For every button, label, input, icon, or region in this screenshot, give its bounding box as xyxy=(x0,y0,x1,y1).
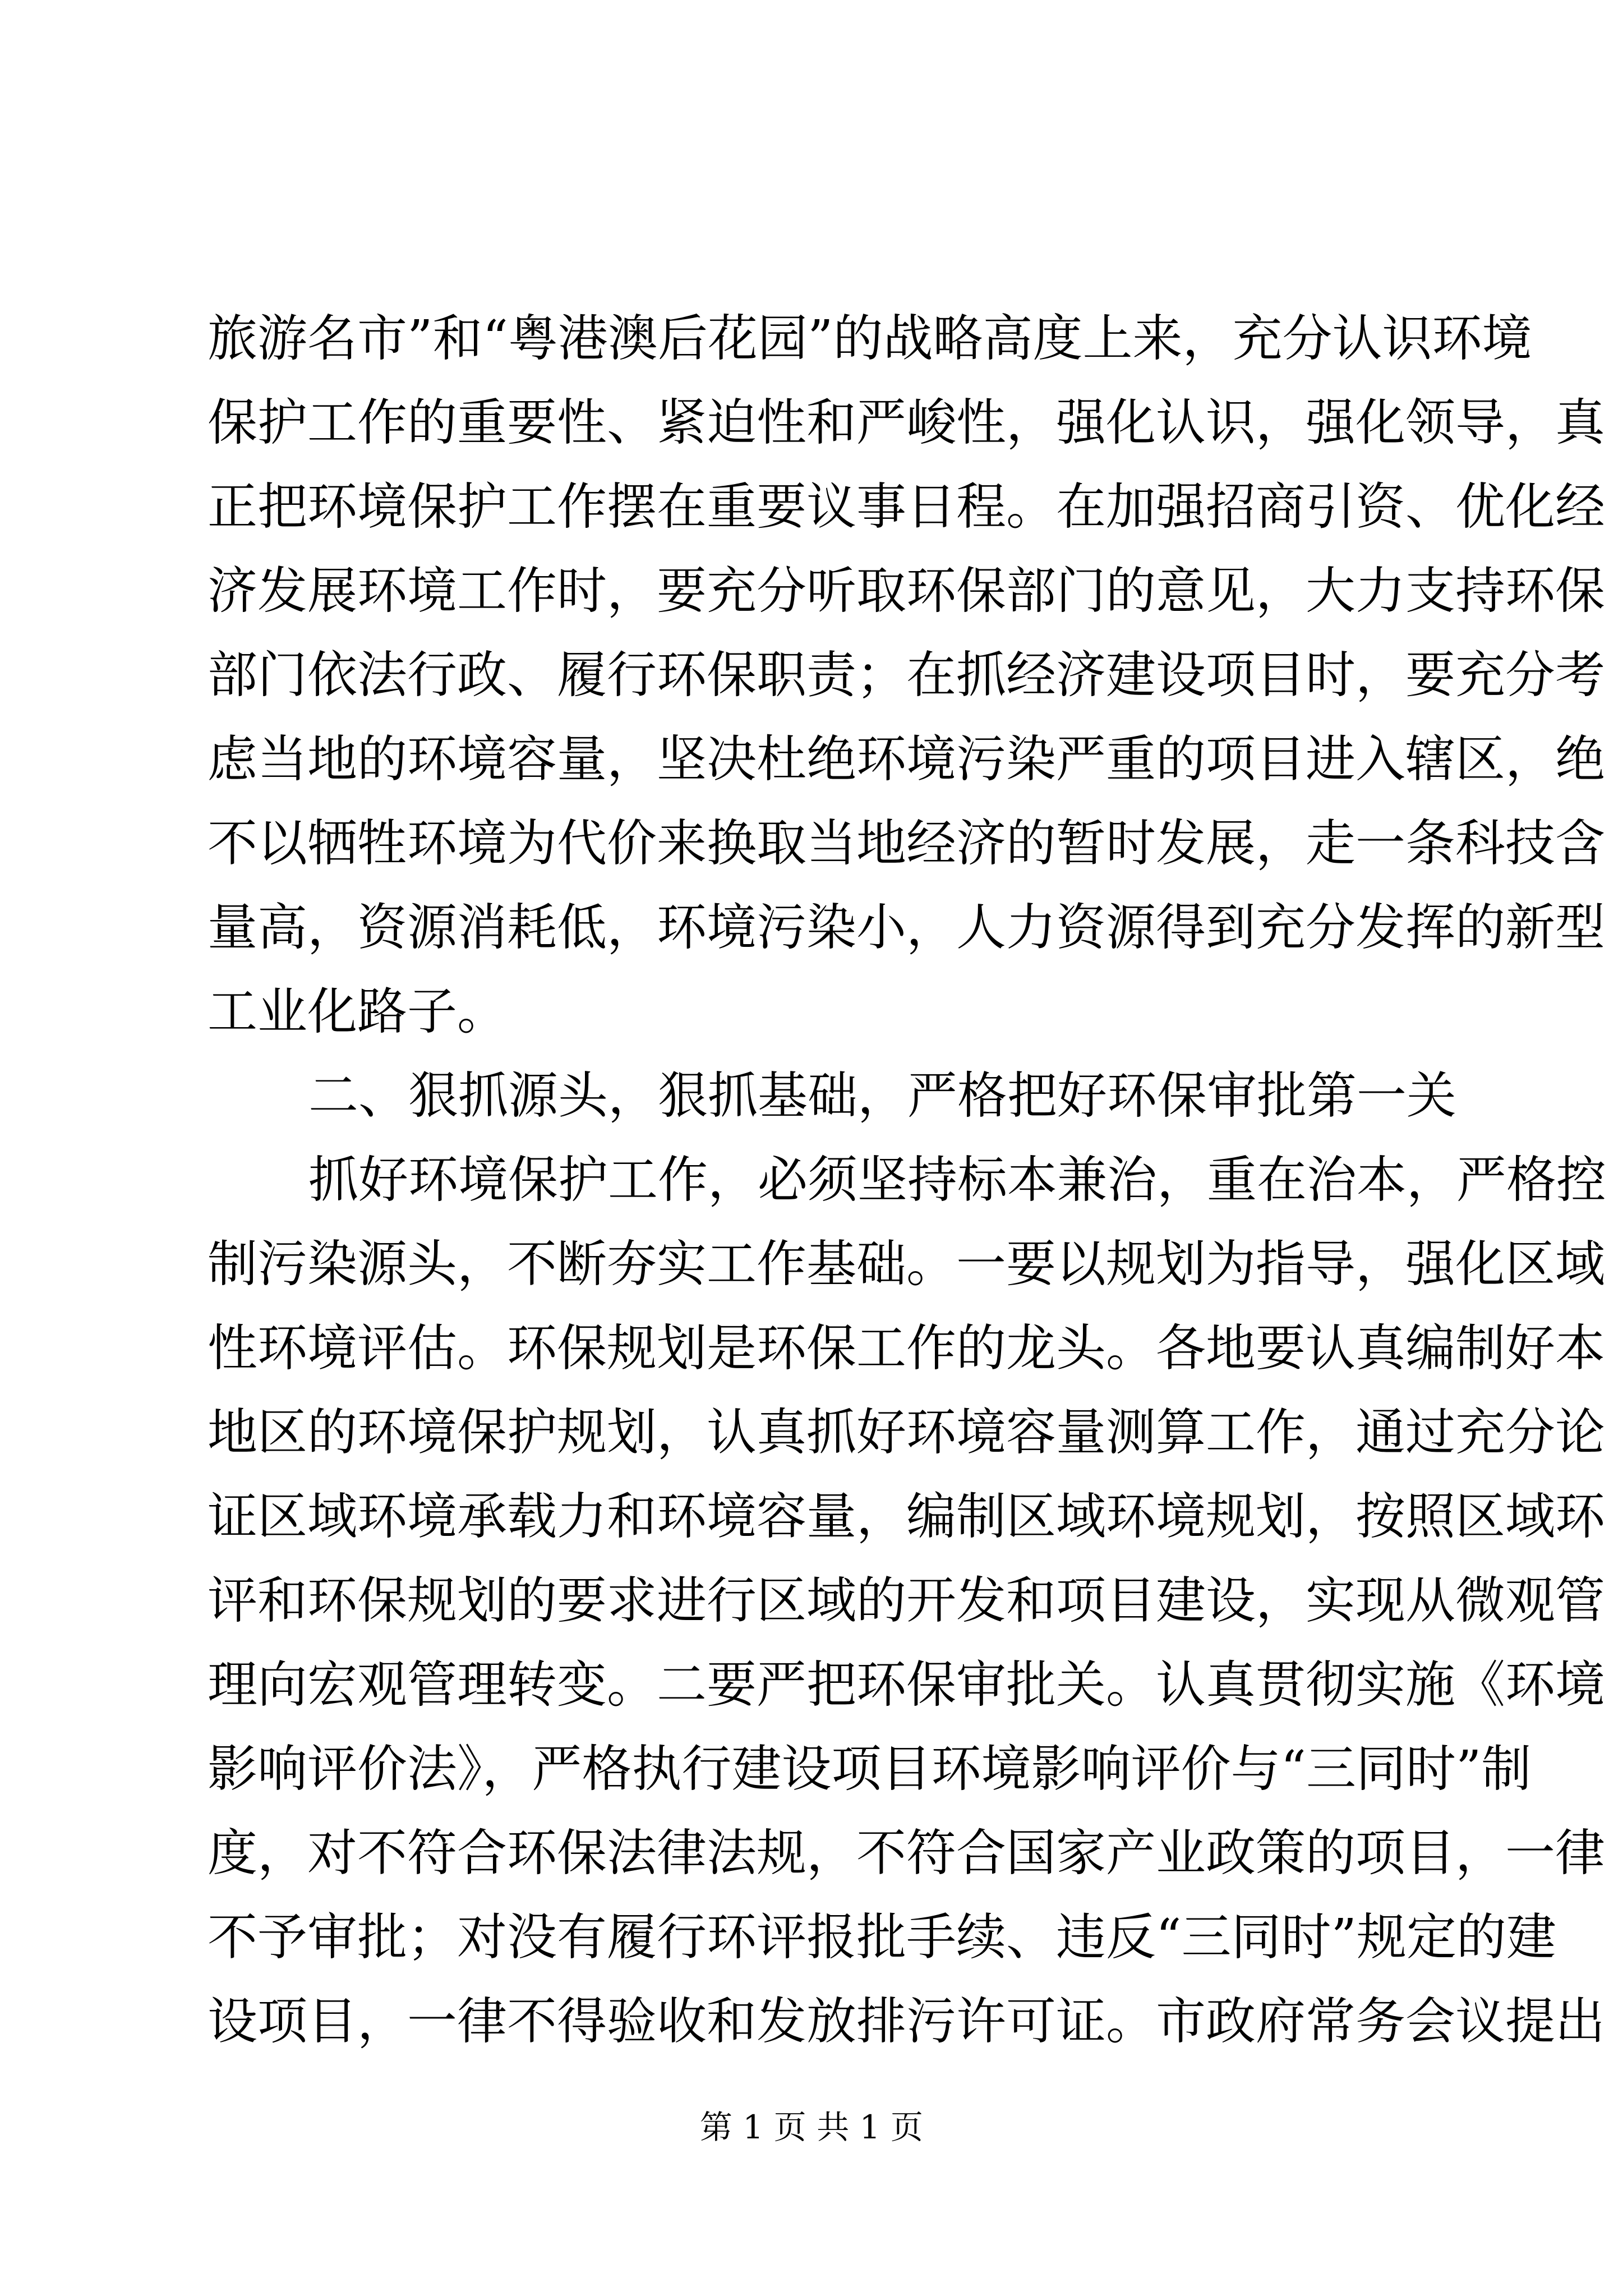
document-body xyxy=(208,296,1606,2063)
paragraph-line: 量高，资源消耗低，环境污染小，人力资源得到充分发挥的新型 xyxy=(208,898,1605,956)
paragraph-line: 地区的环境保护规划，认真抓好环境容量测算工作，通过充分论 xyxy=(208,1403,1605,1461)
paragraph-line: 评和环保规划的要求进行区域的开发和项目建设，实现从微观管 xyxy=(208,1571,1605,1630)
paragraph-line: 理向宏观管理转变。二要严把环保审批关。认真贯彻实施《环境 xyxy=(208,1655,1605,1714)
paragraph-line: 性环境评估。环保规划是环保工作的龙头。各地要认真编制好本 xyxy=(208,1319,1605,1377)
paragraph-line: 不以牺牲环境为代价来换取当地经济的暂时发展，走一条科技含 xyxy=(208,814,1605,872)
paragraph-line: 旅游名市”和“粤港澳后花园”的战略高度上来，充分认识环境 xyxy=(208,309,1532,367)
paragraph-line: 度，对不符合环保法律法规，不符合国家产业政策的项目，一律 xyxy=(208,1824,1605,1882)
paragraph-line: 证区域环境承载力和环境容量，编制区域环境规划，按照区域环 xyxy=(208,1487,1605,1545)
paragraph-line: 影响评价法》，严格执行建设项目环境影响评价与“三同时”制 xyxy=(208,1740,1532,1798)
paragraph-line: 保护工作的重要性、紧迫性和严峻性，强化认识，强化领导，真 xyxy=(208,393,1605,452)
section-heading: 二、狠抓源头，狠抓基础，严格把好环保审批第一关 xyxy=(308,1066,1456,1125)
paragraph-line: 工业化路子。 xyxy=(208,982,507,1041)
paragraph-line: 部门依法行政、履行环保职责；在抓经济建设项目时，要充分考 xyxy=(208,646,1605,704)
paragraph-line: 设项目，一律不得验收和发放排污许可证。市政府常务会议提出 xyxy=(208,1992,1605,2050)
paragraph-line: 制污染源头，不断夯实工作基础。一要以规划为指导，强化区域 xyxy=(208,1235,1605,1293)
paragraph-line: 抓好环境保护工作，必须坚持标本兼治，重在治本，严格控 xyxy=(308,1151,1606,1209)
paragraph-line: 济发展环境工作时，要充分听取环保部门的意见，大力支持环保 xyxy=(208,562,1605,620)
paragraph-line: 不予审批；对没有履行环评报批手续、违反“三同时”规定的建 xyxy=(208,1908,1556,1966)
page-footer: 第 1 页 共 1 页 xyxy=(700,2108,923,2146)
paragraph-line: 正把环境保护工作摆在重要议事日程。在加强招商引资、优化经 xyxy=(208,477,1605,536)
paragraph-line: 虑当地的环境容量，坚决杜绝环境污染严重的项目进入辖区，绝 xyxy=(208,730,1605,788)
